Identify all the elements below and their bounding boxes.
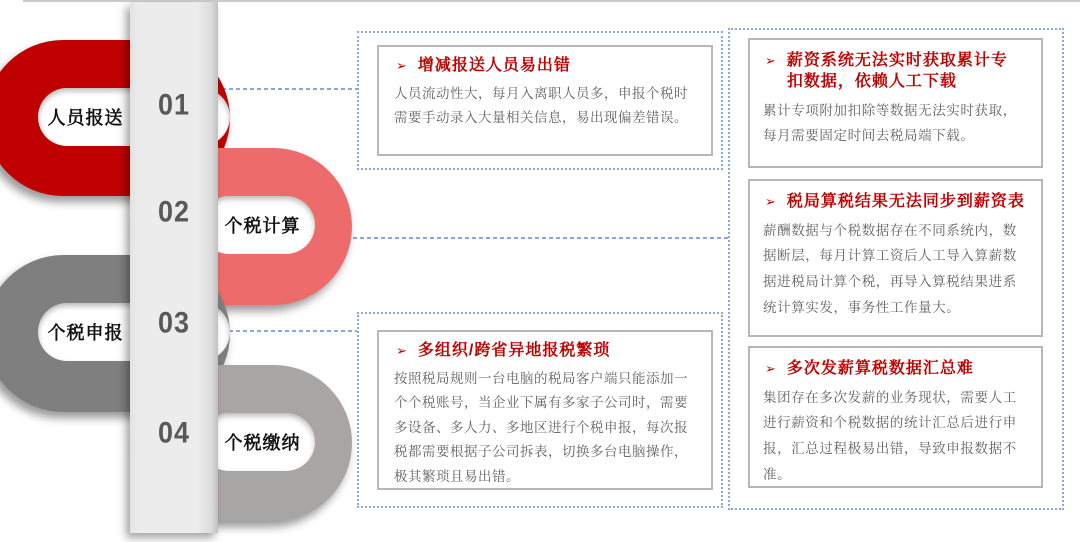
card-title: 薪资系统无法实时获取累计专扣数据，依赖人工下载 (786, 52, 1008, 90)
card-title-row (396, 56, 696, 77)
timeline-spine (130, 2, 218, 533)
problem-group-declaration (357, 312, 723, 508)
step-label-tax-payment: 个税缴纳 (224, 433, 301, 453)
card-title: 多次发薪算税数据汇总难 (786, 360, 974, 377)
arrow-bullet-icon: ➢ (765, 361, 777, 376)
step-number-04: 04 (157, 416, 191, 450)
step-label-tax-calculation: 个税计算 (224, 216, 301, 236)
card-title-row (765, 192, 1028, 213)
step-number-03: 03 (157, 306, 191, 340)
step-number-01: 01 (157, 88, 191, 122)
arrow-bullet-icon: ➢ (396, 343, 408, 358)
problem-group-personnel (357, 31, 723, 170)
arrow-bullet-icon: ➢ (396, 58, 408, 73)
arrow-bullet-icon: ➢ (765, 194, 777, 209)
problem-card-multi-payroll-summary (748, 346, 1043, 488)
arrow-bullet-icon: ➢ (765, 53, 777, 68)
card-body: 集团存在多次发薪的业务现状，需要人工进行薪资和个税数据的统计汇总后进行申报，汇总过程极易出错，导致申报数据不准。 (763, 389, 1017, 482)
card-body: 人员流动性大，每月入离职人员多，申报个税时需要手动录入大量相关信息，易出现偏差错误。 (394, 85, 688, 126)
step-label-tax-declaration: 个税申报 (47, 323, 124, 343)
card-title-row (765, 359, 1028, 380)
card-title-row (765, 51, 1028, 93)
card-title: 增减报送人员易出错 (417, 57, 571, 74)
connector-line-step2 (346, 237, 729, 239)
problem-card-cumulative-deduction (748, 38, 1043, 168)
connector-line-step1 (222, 88, 357, 90)
card-body: 按照税局规则一台电脑的税局客户端只能添加一个个税账号，当企业下属有多家子公司时，需要多设备、多人力、多地区进行个税申报，每次报税都需要根据子公司拆表，切换多台电脑操作，极其繁琐且易出错。 (394, 370, 688, 485)
step-label-personnel-report: 人员报送 (47, 108, 124, 128)
problem-card-sync-payroll (748, 179, 1043, 337)
step-number-02: 02 (157, 195, 191, 229)
problem-card-report-errors (377, 45, 713, 156)
connector-line-step3 (222, 330, 357, 332)
card-title-row (396, 341, 696, 362)
card-body: 薪酬数据与个税数据存在不同系统内，数据断层，每月计算工资后人工导入算薪数据进税局计算个税，再导入算税结果进系统计算实发，事务性工作量大。 (763, 222, 1017, 315)
problem-card-multi-org (377, 330, 713, 490)
card-body: 累计专项附加扣除等数据无法实时获取，每月需要固定时间去税局端下载。 (763, 102, 1017, 144)
card-title: 多组织/跨省异地报税繁琐 (417, 342, 611, 359)
problem-group-calculation (728, 28, 1064, 510)
card-title: 税局算税结果无法同步到薪资表 (786, 193, 1025, 210)
